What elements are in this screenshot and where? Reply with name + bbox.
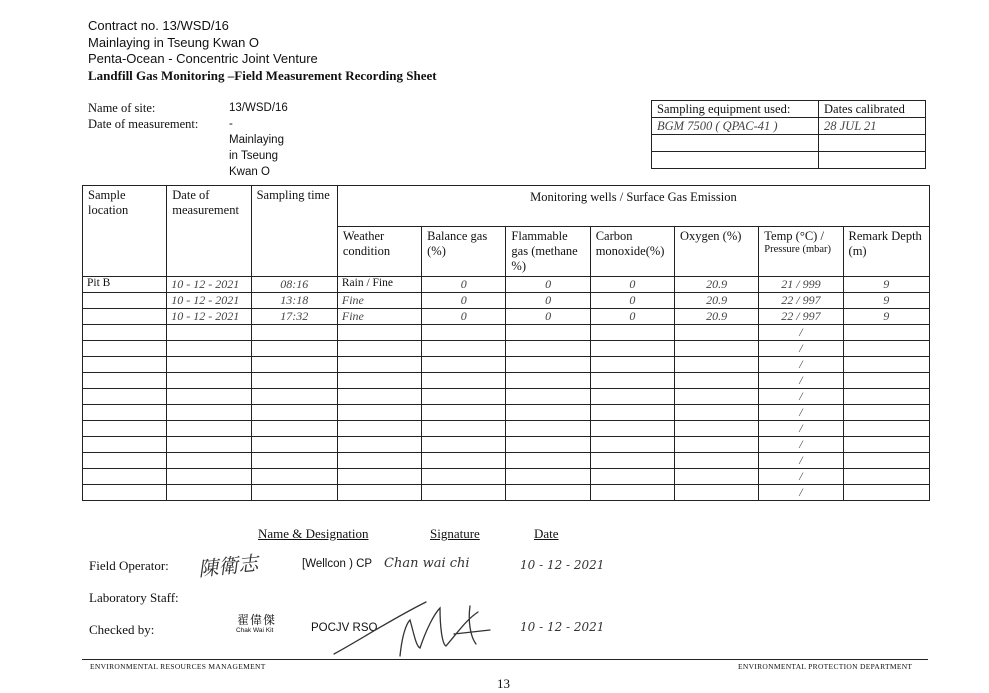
measurement-date-cell <box>167 373 251 389</box>
sampling-time-cell: 13:18 <box>251 293 337 309</box>
sample-location-cell <box>83 469 167 485</box>
sampling-time-cell <box>251 325 337 341</box>
weather-header: Weather condition <box>337 227 421 277</box>
remark-depth-cell <box>843 469 929 485</box>
weather-cell <box>337 389 421 405</box>
flammable-gas-cell: 0 <box>506 309 590 325</box>
measurement-date-cell <box>167 325 251 341</box>
weather-cell <box>337 405 421 421</box>
table-row <box>83 389 930 405</box>
temp-pressure-cell: / <box>759 389 843 405</box>
sample-location-cell <box>83 405 167 421</box>
balance-gas-cell <box>422 373 506 389</box>
weather-cell <box>337 341 421 357</box>
remark-depth-cell: 9 <box>843 277 929 293</box>
oxygen-cell: 20.9 <box>674 293 758 309</box>
remark-depth-cell <box>843 341 929 357</box>
oxygen-cell <box>674 437 758 453</box>
remark-depth-cell <box>843 389 929 405</box>
field-operator-chinese-name: 陳衛志 <box>197 550 260 582</box>
temp-pressure-header <box>759 227 843 277</box>
sampling-time-cell <box>251 373 337 389</box>
weather-cell: Fine <box>337 309 421 325</box>
equipment-header: Sampling equipment used: <box>652 101 819 118</box>
weather-cell: Rain / Fine <box>337 277 421 293</box>
carbon-monoxide-cell <box>590 341 674 357</box>
table-row <box>83 421 930 437</box>
temp-pressure-cell: / <box>759 437 843 453</box>
sample-location-cell <box>83 309 167 325</box>
sampling-time-cell <box>251 357 337 373</box>
remark-depth-header: Remark Depth (m) <box>843 227 929 277</box>
sampling-time-header: Sampling time <box>251 186 337 277</box>
sample-location-header: Sample location <box>83 186 167 277</box>
sampling-time-cell <box>251 485 337 501</box>
page-number: 13 <box>497 676 510 691</box>
balance-gas-cell <box>422 389 506 405</box>
field-operator-designation: [Wellcon ) CP <box>302 558 373 570</box>
flammable-gas-cell: 0 <box>506 293 590 309</box>
flammable-gas-cell <box>506 389 590 405</box>
equipment-table <box>651 100 926 169</box>
sampling-time-cell <box>251 437 337 453</box>
balance-gas-cell: 0 <box>422 309 506 325</box>
weather-cell <box>337 325 421 341</box>
balance-gas-cell: 0 <box>422 277 506 293</box>
flammable-gas-cell <box>506 469 590 485</box>
measurement-date-cell <box>167 405 251 421</box>
site-info <box>88 100 288 178</box>
carbon-monoxide-cell: 0 <box>590 293 674 309</box>
sample-location-cell <box>83 485 167 501</box>
dates-calibrated-header: Dates calibrated <box>819 101 926 118</box>
flammable-gas-cell <box>506 373 590 389</box>
carbon-monoxide-cell: 0 <box>590 309 674 325</box>
carbon-monoxide-cell <box>590 325 674 341</box>
temp-pressure-cell: 22 / 997 <box>759 309 843 325</box>
sampling-time-cell: 17:32 <box>251 309 337 325</box>
remark-depth-cell <box>843 357 929 373</box>
carbon-monoxide-cell <box>590 469 674 485</box>
site-name-label: Name of site: <box>88 101 156 115</box>
checked-by-english-name: Chak Wai Kit <box>236 627 274 634</box>
remark-depth-cell <box>843 325 929 341</box>
sample-location-cell <box>83 325 167 341</box>
balance-gas-cell <box>422 485 506 501</box>
temp-pressure-cell: / <box>759 485 843 501</box>
temp-header-label: Temp (°C) / <box>764 229 824 243</box>
oxygen-cell <box>674 341 758 357</box>
measurement-date-cell: 10 - 12 - 2021 <box>167 309 251 325</box>
site-name-value: 13/WSD/16 - Mainlaying in Tseung Kwan O <box>229 102 288 178</box>
oxygen-cell <box>674 453 758 469</box>
footer-right-text: ENVIRONMENTAL PROTECTION DEPARTMENT <box>738 662 913 671</box>
temp-pressure-cell: / <box>759 469 843 485</box>
flammable-gas-cell <box>506 405 590 421</box>
temp-pressure-cell: / <box>759 453 843 469</box>
oxygen-cell <box>674 325 758 341</box>
balance-gas-cell <box>422 437 506 453</box>
sampling-time-cell <box>251 469 337 485</box>
sample-location-cell <box>83 341 167 357</box>
temp-pressure-cell: / <box>759 357 843 373</box>
table-row <box>83 453 930 469</box>
balance-gas-cell <box>422 341 506 357</box>
checked-by-date: 10 - 12 - 2021 <box>520 620 605 634</box>
table-row <box>83 405 930 421</box>
weather-cell: Fine <box>337 293 421 309</box>
measurement-date-cell <box>167 469 251 485</box>
field-operator-signature: Chan wai chi <box>384 556 470 571</box>
flammable-gas-cell <box>506 453 590 469</box>
sample-location-cell <box>83 373 167 389</box>
field-operator-date: 10 - 12 - 2021 <box>520 558 605 572</box>
footer-divider <box>82 659 928 660</box>
sample-location-cell <box>83 357 167 373</box>
table-row <box>83 277 930 293</box>
balance-gas-cell <box>422 453 506 469</box>
sample-location-cell <box>83 421 167 437</box>
flammable-gas-cell <box>506 325 590 341</box>
balance-gas-cell <box>422 421 506 437</box>
carbon-monoxide-header: Carbon monoxide(%) <box>590 227 674 277</box>
checked-by-designation: POCJV RSO <box>311 622 378 634</box>
oxygen-cell <box>674 485 758 501</box>
flammable-gas-header: Flammable gas (methane %) <box>506 227 590 277</box>
sample-location-cell <box>83 389 167 405</box>
remark-depth-cell <box>843 421 929 437</box>
measurement-date-cell <box>167 341 251 357</box>
flammable-gas-cell <box>506 485 590 501</box>
laboratory-staff-label: Laboratory Staff: <box>89 590 179 605</box>
sampling-time-cell: 08:16 <box>251 277 337 293</box>
equipment-cell <box>652 152 819 169</box>
name-designation-header: Name & Designation <box>258 526 369 541</box>
temp-pressure-cell: / <box>759 341 843 357</box>
balance-gas-cell <box>422 357 506 373</box>
contract-number: Contract no. 13/WSD/16 <box>88 18 229 33</box>
table-row <box>83 325 930 341</box>
sample-location-cell: Pit B <box>83 277 167 293</box>
measurement-date-cell <box>167 421 251 437</box>
measurement-date-cell <box>167 485 251 501</box>
carbon-monoxide-cell: 0 <box>590 277 674 293</box>
date-header: Date <box>534 526 559 541</box>
temp-pressure-cell: / <box>759 421 843 437</box>
sheet-title: Landfill Gas Monitoring –Field Measurement Recording Sheet <box>88 67 437 83</box>
oxygen-cell: 20.9 <box>674 277 758 293</box>
remark-depth-cell: 9 <box>843 293 929 309</box>
project-name: Mainlaying in Tseung Kwan O <box>88 34 260 50</box>
remark-depth-cell <box>843 437 929 453</box>
weather-cell <box>337 373 421 389</box>
oxygen-cell <box>674 357 758 373</box>
table-row <box>83 437 930 453</box>
carbon-monoxide-cell <box>590 437 674 453</box>
flammable-gas-cell <box>506 341 590 357</box>
checked-by-signature-scribble <box>330 590 500 662</box>
oxygen-cell <box>674 405 758 421</box>
date-of-measurement-label: Date of measurement: <box>88 117 199 131</box>
temp-pressure-cell: / <box>759 373 843 389</box>
weather-cell <box>337 437 421 453</box>
sample-location-cell <box>83 437 167 453</box>
table-row <box>83 309 930 325</box>
flammable-gas-cell <box>506 357 590 373</box>
balance-gas-cell <box>422 325 506 341</box>
oxygen-cell <box>674 373 758 389</box>
oxygen-cell <box>674 389 758 405</box>
measurement-date-cell: 10 - 12 - 2021 <box>167 277 251 293</box>
oxygen-cell: 20.9 <box>674 309 758 325</box>
temp-pressure-cell: 21 / 999 <box>759 277 843 293</box>
date-of-measurement-header: Date of measurement <box>167 186 251 277</box>
remark-depth-cell <box>843 373 929 389</box>
sample-location-cell <box>83 293 167 309</box>
temp-pressure-cell: / <box>759 325 843 341</box>
balance-gas-header: Balance gas (%) <box>422 227 506 277</box>
oxygen-header: Oxygen (%) <box>674 227 758 277</box>
table-row <box>83 373 930 389</box>
flammable-gas-cell <box>506 437 590 453</box>
monitoring-wells-group-header: Monitoring wells / Surface Gas Emission <box>337 186 929 227</box>
weather-cell <box>337 357 421 373</box>
remark-depth-cell <box>843 485 929 501</box>
balance-gas-cell: 0 <box>422 293 506 309</box>
flammable-gas-cell: 0 <box>506 277 590 293</box>
measurement-date-cell <box>167 357 251 373</box>
sampling-time-cell <box>251 341 337 357</box>
weather-cell <box>337 421 421 437</box>
weather-cell <box>337 469 421 485</box>
calibration-date-cell <box>819 135 926 152</box>
carbon-monoxide-cell <box>590 405 674 421</box>
weather-cell <box>337 453 421 469</box>
checked-by-chinese-name: 翟偉傑 <box>237 613 277 627</box>
monitoring-table <box>82 185 930 501</box>
weather-cell <box>337 485 421 501</box>
table-row <box>83 357 930 373</box>
carbon-monoxide-cell <box>590 357 674 373</box>
measurement-date-cell <box>167 437 251 453</box>
table-row <box>83 293 930 309</box>
equipment-cell: BGM 7500 ( QPAC-41 ) <box>652 118 819 135</box>
carbon-monoxide-cell <box>590 485 674 501</box>
measurement-date-cell <box>167 453 251 469</box>
flammable-gas-cell <box>506 421 590 437</box>
field-operator-label: Field Operator: <box>89 558 169 573</box>
measurement-date-cell: 10 - 12 - 2021 <box>167 293 251 309</box>
measurement-date-cell <box>167 389 251 405</box>
sampling-time-cell <box>251 405 337 421</box>
carbon-monoxide-cell <box>590 421 674 437</box>
equipment-cell <box>652 135 819 152</box>
contractor-name: Penta-Ocean - Concentric Joint Venture <box>88 51 318 66</box>
table-row <box>83 469 930 485</box>
pressure-header-label: Pressure (mbar) <box>764 244 832 255</box>
table-row <box>83 485 930 501</box>
document-header <box>88 18 437 84</box>
remark-depth-cell: 9 <box>843 309 929 325</box>
sample-location-cell <box>83 453 167 469</box>
remark-depth-cell <box>843 453 929 469</box>
balance-gas-cell <box>422 469 506 485</box>
table-row <box>83 341 930 357</box>
carbon-monoxide-cell <box>590 373 674 389</box>
carbon-monoxide-cell <box>590 453 674 469</box>
calibration-date-cell: 28 JUL 21 <box>819 118 926 135</box>
footer-left-text: ENVIRONMENTAL RESOURCES MANAGEMENT <box>90 662 266 671</box>
signature-header: Signature <box>430 526 480 541</box>
carbon-monoxide-cell <box>590 389 674 405</box>
sampling-time-cell <box>251 421 337 437</box>
oxygen-cell <box>674 421 758 437</box>
sampling-time-cell <box>251 453 337 469</box>
sampling-time-cell <box>251 389 337 405</box>
signature-section <box>0 520 989 640</box>
calibration-date-cell <box>819 152 926 169</box>
oxygen-cell <box>674 469 758 485</box>
balance-gas-cell <box>422 405 506 421</box>
temp-pressure-cell: 22 / 997 <box>759 293 843 309</box>
temp-pressure-cell: / <box>759 405 843 421</box>
checked-by-label: Checked by: <box>89 622 155 637</box>
remark-depth-cell <box>843 405 929 421</box>
